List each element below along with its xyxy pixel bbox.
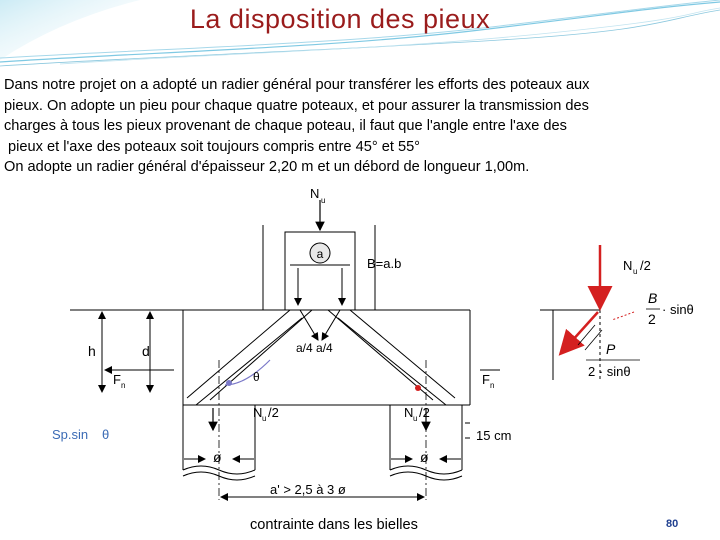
svg-text:/2: /2 bbox=[268, 405, 279, 420]
fn-right-label: F bbox=[482, 372, 490, 387]
paragraph-line: pieux. On adopte un pieu pour chaque quatre poteaux, et pour assurer la transmission des bbox=[4, 97, 589, 114]
nu-subscript: u bbox=[321, 196, 326, 205]
paragraph-line: On adopte un radier général d'épaisseur 2,20 m et un débord de longueur 1,00m. bbox=[4, 159, 530, 175]
paragraph-line: pieux et l'axe des poteaux soit toujours compris entre 45° et 55° bbox=[4, 138, 421, 155]
svg-text:n: n bbox=[490, 381, 495, 390]
slide-title: La disposition des pieux bbox=[189, 4, 491, 34]
nu2-right-label: N bbox=[404, 405, 414, 420]
page-number: 80 bbox=[666, 518, 679, 530]
diagram-caption: contrainte dans les bielles bbox=[250, 517, 418, 533]
svg-text:/2: /2 bbox=[640, 258, 651, 273]
svg-text:u: u bbox=[633, 267, 638, 276]
struts bbox=[187, 310, 455, 405]
force-b-label: B bbox=[648, 290, 658, 306]
phi-left: ø bbox=[213, 449, 222, 465]
force-p-label: P bbox=[606, 341, 616, 357]
a4-label: a/4 a/4 bbox=[296, 341, 333, 355]
fn-left-label: F bbox=[113, 372, 121, 387]
force-sin-label: · sinθ bbox=[662, 302, 694, 317]
pile-cap bbox=[70, 310, 470, 470]
pile-cap-diagram bbox=[0, 180, 720, 520]
red-node-right bbox=[415, 385, 421, 391]
theta-label: θ bbox=[253, 370, 260, 384]
phi-right: ø bbox=[420, 449, 429, 465]
column bbox=[263, 225, 375, 310]
sp-sin-label: Sp.sin bbox=[52, 427, 89, 442]
spacing-label: a' > 2,5 à 3 ø bbox=[270, 482, 346, 497]
a-label: a bbox=[316, 247, 324, 261]
svg-text:θ: θ bbox=[102, 427, 110, 442]
svg-text:u: u bbox=[262, 414, 267, 423]
svg-text:2: 2 bbox=[648, 311, 656, 327]
paragraph-line: Dans notre projet on a adopté un radier général pour transférer les efforts des poteaux aux bbox=[4, 77, 590, 93]
b-area-label: B=a.b bbox=[367, 256, 402, 271]
svg-text:u: u bbox=[413, 414, 418, 423]
svg-text:/2: /2 bbox=[419, 405, 430, 420]
nu2-left-label: N bbox=[253, 405, 263, 420]
paragraph-line: charges à tous les pieux provenant de chaque poteau, il faut que l'angle entre l'axe des bbox=[4, 118, 567, 134]
cm15-label: 15 cm bbox=[476, 428, 512, 443]
force-2sin-label: 2 · sinθ bbox=[588, 364, 631, 379]
d-label: d bbox=[142, 343, 150, 359]
h-label: h bbox=[88, 343, 96, 359]
nu-label: N bbox=[310, 186, 320, 201]
svg-text:n: n bbox=[121, 381, 126, 390]
force-nu2-label: N bbox=[623, 258, 633, 273]
body-paragraph bbox=[4, 75, 716, 178]
